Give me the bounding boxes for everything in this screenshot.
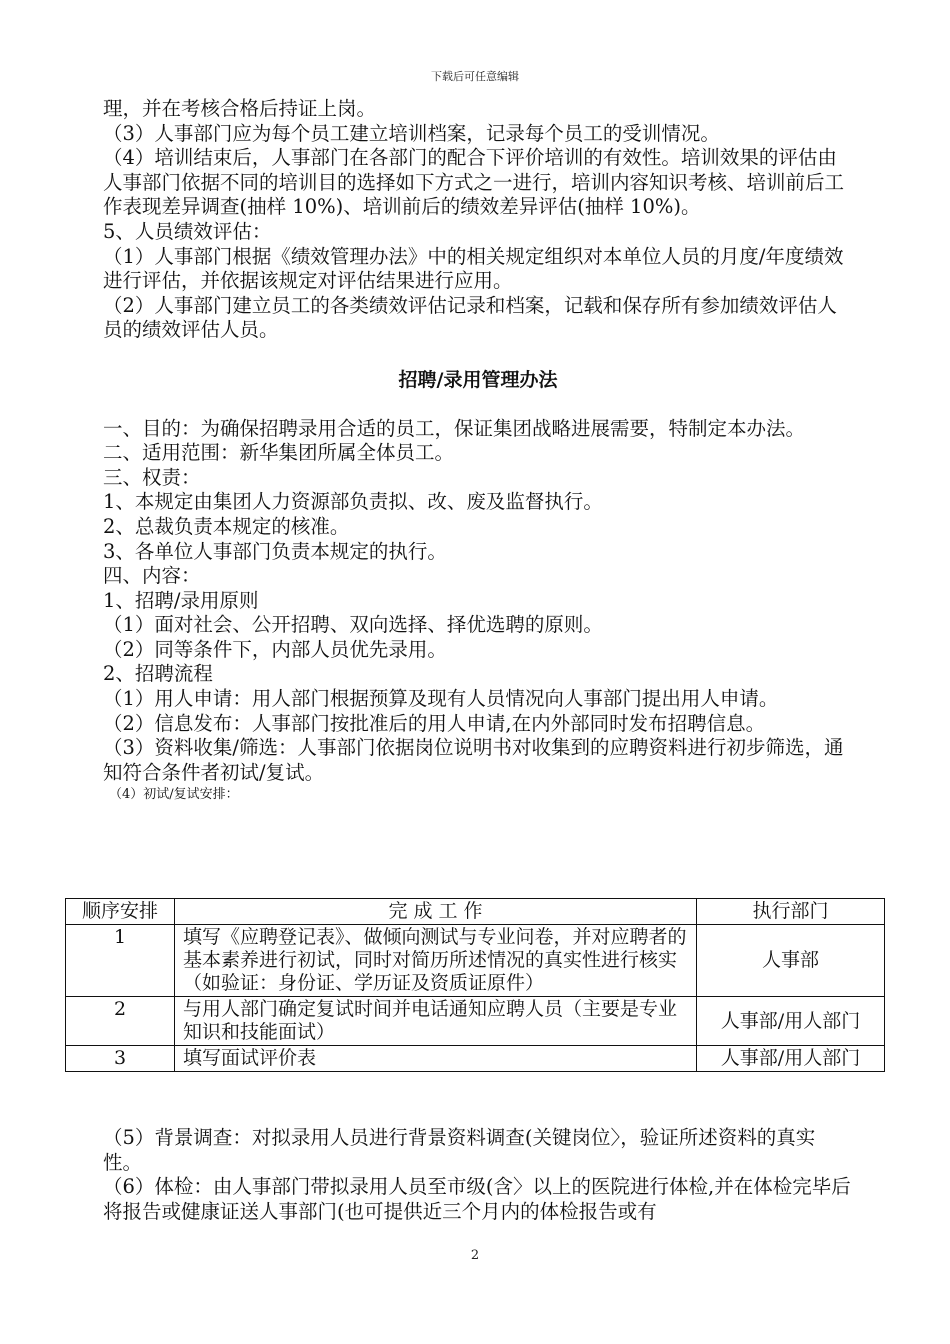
paragraph: 2、总裁负责本规定的核准。 — [103, 514, 350, 538]
cell-order: 1 — [66, 925, 175, 997]
header-task: 完 成 工 作 — [175, 899, 697, 925]
table-row — [66, 1046, 885, 1072]
paragraph: （2）信息发布：人事部门按批准后的用人申请,在内外部同时发布招聘信息。 — [103, 711, 766, 735]
paragraph: （1）面对社会、公开招聘、双向选择、择优选聘的原则。 — [103, 613, 603, 637]
cell-task: 填写《应聘登记表》、做倾向测试与专业问卷，并对应聘者的基本素养进行初试，同时对简历所述情况的真实性进行核实（如验证：身份证、学历证及资质证原件） — [175, 925, 697, 997]
cell-dept: 人事部/用人部门 — [697, 1046, 885, 1072]
paragraph: （4）培训结束后，人事部门在各部门的配合下评价培训的有效性。培训效果的评估由人事部门依据不同的培训目的选择如下方式之一进行，培训内容知识考核、培训前后工作表现差异调查(抽样 10%)、培训前后的绩效差异评估(抽样 10%)。 — [103, 146, 845, 219]
header-dept: 执行部门 — [697, 899, 885, 925]
page-header-note: 下载后可任意编辑 — [431, 70, 519, 83]
paragraph: 1、招聘/录用原则 — [103, 588, 259, 612]
interview-schedule-table — [65, 898, 885, 1072]
paragraph: 1、本规定由集团人力资源部负责拟、改、废及监督执行。 — [103, 490, 603, 514]
paragraph: 3、各单位人事部门负责本规定的执行。 — [103, 539, 447, 563]
paragraph: （2）人事部门建立员工的各类绩效评估记录和档案，记载和保存所有参加绩效评估人员的绩效评估人员。 — [103, 293, 837, 342]
cell-order: 3 — [66, 1046, 175, 1072]
cell-dept: 人事部/用人部门 — [697, 997, 885, 1046]
paragraph: 2、招聘流程 — [103, 662, 213, 686]
paragraph: （2）同等条件下，内部人员优先录用。 — [103, 637, 447, 661]
page-number: 2 — [470, 1248, 480, 1263]
cell-task: 填写面试评价表 — [175, 1046, 697, 1072]
table-caption: （4）初试/复试安排： — [109, 787, 239, 803]
table-row — [66, 925, 885, 997]
paragraph: （3）资料收集/筛选：人事部门依据岗位说明书对收集到的应聘资料进行初步筛选，通知符合条件者初试/复试。 — [103, 736, 844, 784]
paragraph: 理，并在考核合格后持证上岗。 — [103, 97, 377, 120]
header-order: 顺序安排 — [66, 899, 175, 925]
paragraph: （3）人事部门应为每个员工建立培训档案，记录每个员工的受训情况。 — [103, 121, 720, 145]
paragraph: （1）用人申请：用人部门根据预算及现有人员情况向人事部门提出用人申请。 — [103, 687, 779, 711]
paragraph: （5）背景调查：对拟录用人员进行背景资料调查(关键岗位〉，验证所述资料的真实性。 — [103, 1126, 816, 1174]
paragraph: 三、权责： — [103, 465, 201, 489]
section-title: 招聘/录用管理办法 — [398, 368, 558, 391]
paragraph: （6）体检：由人事部门带拟录用人员至市级(含〉以上的医院进行体检,并在体检完毕后将报告或健康证送人事部门(也可提供近三个月内的体检报告或有 — [103, 1175, 851, 1223]
table-row — [66, 997, 885, 1046]
paragraph: 二、适用范围：新华集团所属全体员工。 — [103, 441, 455, 465]
cell-dept: 人事部 — [697, 925, 885, 997]
table-header-row — [66, 899, 885, 925]
paragraph: 四、内容： — [103, 564, 201, 588]
paragraph: 一、目的：为确保招聘录用合适的员工，保证集团战略进展需要，特制定本办法。 — [103, 416, 806, 440]
cell-order: 2 — [66, 997, 175, 1046]
document-body-continued — [103, 1126, 853, 1224]
cell-task: 与用人部门确定复试时间并电话通知应聘人员（主要是专业知识和技能面试） — [175, 997, 697, 1046]
document-body — [103, 97, 853, 805]
paragraph: 5、人员绩效评估： — [103, 219, 272, 243]
paragraph: （1）人事部门根据《绩效管理办法》中的相关规定组织对本单位人员的月度/年度绩效进行评估，并依据该规定对评估结果进行应用。 — [103, 244, 844, 293]
